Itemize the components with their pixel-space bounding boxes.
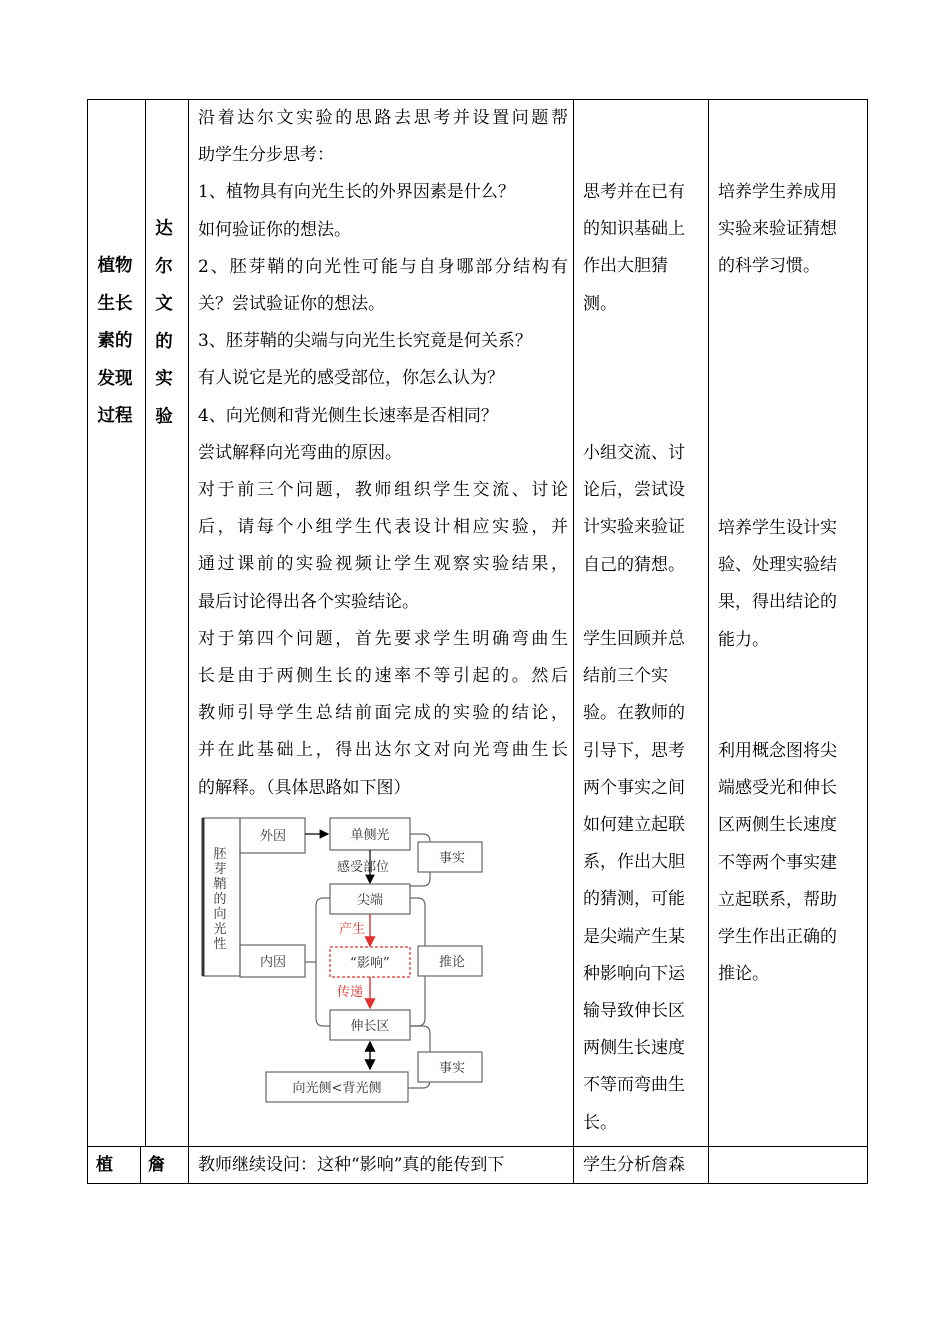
intent-line: 培养学生养成用 (718, 182, 837, 202)
outer-cause-label: 外因 (259, 829, 287, 844)
activity-line: 通过课前的实验视频让学生观察实验结果， (198, 554, 568, 575)
design-intent-2 (718, 510, 858, 659)
experiment-title-char: 验 (155, 406, 173, 427)
stage-title-line: 生长 (97, 293, 133, 314)
student-line: 是尖端产生某 (583, 926, 685, 947)
phototropism-label-char: 向 (213, 907, 227, 922)
student-activity-2 (583, 435, 703, 584)
table-left-border (87, 99, 88, 1184)
intent-line: 区两侧生长速度 (718, 815, 837, 836)
design-intent-1 (718, 174, 858, 286)
phototropism-label-char: 光 (213, 922, 227, 937)
phototropism-label-char: 胚 (213, 847, 227, 862)
inner-cause-label: 内因 (259, 955, 287, 970)
activity-line: 最后讨论得出各个实验结论。 (198, 591, 419, 612)
student-line: 系，作出大胆 (583, 852, 685, 873)
design-intent-3 (718, 733, 858, 993)
intent-line: 推论。 (718, 964, 769, 985)
student-activity-1 (583, 174, 703, 323)
activity-line: 教师引导学生总结前面完成的实验的结论， (198, 703, 568, 724)
intent-line: 利用概念图将尖 (718, 741, 837, 761)
activity-line: 3、胚芽鞘的尖端与向光生长究竟是何关系？ (198, 331, 532, 352)
student-line: 两个事实之间 (583, 777, 685, 798)
activity-line: 关？尝试验证你的想法。 (198, 294, 385, 315)
bottom-row-activity: 教师继续设问：这种“影响”真的能传到下 (198, 1155, 505, 1175)
bottom-row-stage: 植 (96, 1155, 113, 1175)
student-line: 测。 (583, 293, 617, 314)
student-line: 长。 (583, 1112, 617, 1133)
student-line: 的猜测，可能 (583, 889, 685, 910)
student-line: 自己的猜想。 (583, 554, 685, 575)
table-right-border (867, 99, 868, 1184)
student-line: 小组交流、讨 (583, 443, 685, 463)
experiment-title-char: 达 (155, 219, 173, 239)
student-line: 验。在教师的 (583, 703, 685, 724)
student-line: 如何建立起联 (583, 815, 685, 836)
student-line: 论后，尝试设 (583, 480, 685, 501)
concept-diagram (198, 810, 498, 1110)
intent-line: 果，得出结论的 (718, 592, 837, 613)
activity-line: 如何验证你的想法。 (198, 219, 351, 240)
student-line: 计实验来验证 (583, 517, 685, 538)
student-activity-3 (583, 621, 703, 1142)
experiment-title (146, 211, 182, 436)
intent-line: 验、处理实验结 (718, 555, 837, 576)
phototropism-label (213, 847, 227, 952)
inference-label: 推论 (438, 955, 466, 970)
intent-line: 不等两个事实建 (718, 852, 837, 873)
activity-line: 1、植物具有向光生长的外界因素是什么？ (198, 182, 515, 203)
intent-line: 的科学习惯。 (718, 256, 820, 277)
student-line: 结前三个实 (583, 666, 668, 687)
col-divider-3 (573, 99, 574, 1184)
activity-line: 对于前三个问题，教师组织学生交流、讨论 (198, 480, 568, 501)
intent-line: 培养学生设计实 (718, 518, 837, 538)
experiment-title-char: 文 (155, 294, 173, 314)
bottom-row-experiment: 詹 (148, 1155, 165, 1175)
experiment-title-char: 的 (155, 331, 173, 352)
experiment-title-char: 实 (155, 369, 173, 389)
fact-top-label: 事实 (438, 851, 466, 866)
phototropism-label-char: 的 (213, 892, 227, 907)
col-divider-1-bottom (140, 1146, 141, 1183)
stage-title-line: 素的 (97, 331, 133, 351)
activity-line: 的解释。（具体思路如下图） (198, 777, 411, 798)
phototropism-label-char: 性 (213, 937, 227, 952)
influence-label: “影响” (350, 956, 390, 971)
student-line: 学生回顾并总 (583, 629, 685, 649)
activity-line: 有人说它是光的感受部位，你怎么认为？ (198, 368, 504, 389)
stage-title-line: 过程 (97, 406, 133, 426)
intent-line: 端感受光和伸长 (718, 778, 837, 799)
activity-line: 沿着达尔文实验的思路去思考并设置问题帮 (198, 108, 568, 128)
activity-line: 4、向光侧和背光侧生长速率是否相同？ (198, 405, 498, 426)
teacher-activity (198, 100, 568, 807)
experiment-title-char: 尔 (155, 256, 173, 277)
fact-bottom-label: 事实 (438, 1061, 466, 1076)
bottom-row-student: 学生分析詹森 (583, 1155, 685, 1175)
stage-title-line: 发现 (97, 368, 133, 389)
transmit-label: 传递 (336, 985, 364, 1000)
intent-line: 能力。 (718, 629, 769, 650)
student-line: 不等而弯曲生 (583, 1075, 685, 1096)
activity-line: 后，请每个小组学生代表设计相应实验，并 (198, 517, 568, 538)
tip-label: 尖端 (356, 893, 384, 908)
student-line: 引导下，思考 (583, 740, 685, 761)
inner-cause-bracket (316, 898, 330, 1026)
intent-line: 立起联系，帮助 (718, 889, 837, 910)
phototropism-label-char: 鞘 (213, 877, 227, 892)
col-divider-4 (708, 99, 709, 1184)
phototropism-label-char: 芽 (213, 862, 227, 877)
col-divider-2 (188, 99, 189, 1184)
single-light-label: 单侧光 (350, 828, 390, 843)
student-line: 输导致伸长区 (583, 1001, 685, 1022)
activity-line: 2、胚芽鞘的向光性可能与自身哪部分结构有 (198, 256, 568, 277)
student-line: 的知识基础上 (583, 219, 685, 240)
activity-line: 尝试解释向光弯曲的原因。 (198, 442, 402, 463)
activity-line: 并在此基础上，得出达尔文对向光弯曲生长 (198, 740, 568, 761)
student-line: 种影响向下运 (583, 963, 685, 984)
student-line: 作出大胆猜 (583, 256, 668, 277)
stage-title-line: 植物 (97, 256, 133, 276)
activity-line: 助学生分步思考： (198, 145, 334, 166)
activity-line: 长是由于两侧生长的速率不等引起的。然后 (198, 666, 568, 687)
intent-line: 学生作出正确的 (718, 927, 837, 948)
student-line: 思考并在已有 (583, 182, 685, 202)
intent-line: 实验来验证猜想 (718, 219, 837, 240)
comparison-label: 向光侧<背光侧 (292, 1081, 382, 1096)
stage-title (90, 248, 140, 436)
student-line: 两侧生长速度 (583, 1038, 685, 1059)
sense-site-label: 感受部位 (336, 860, 390, 875)
produce-label: 产生 (338, 922, 366, 937)
activity-line: 对于第四个问题，首先要求学生明确弯曲生 (198, 628, 568, 649)
elongation-zone-label: 伸长区 (350, 1019, 390, 1034)
